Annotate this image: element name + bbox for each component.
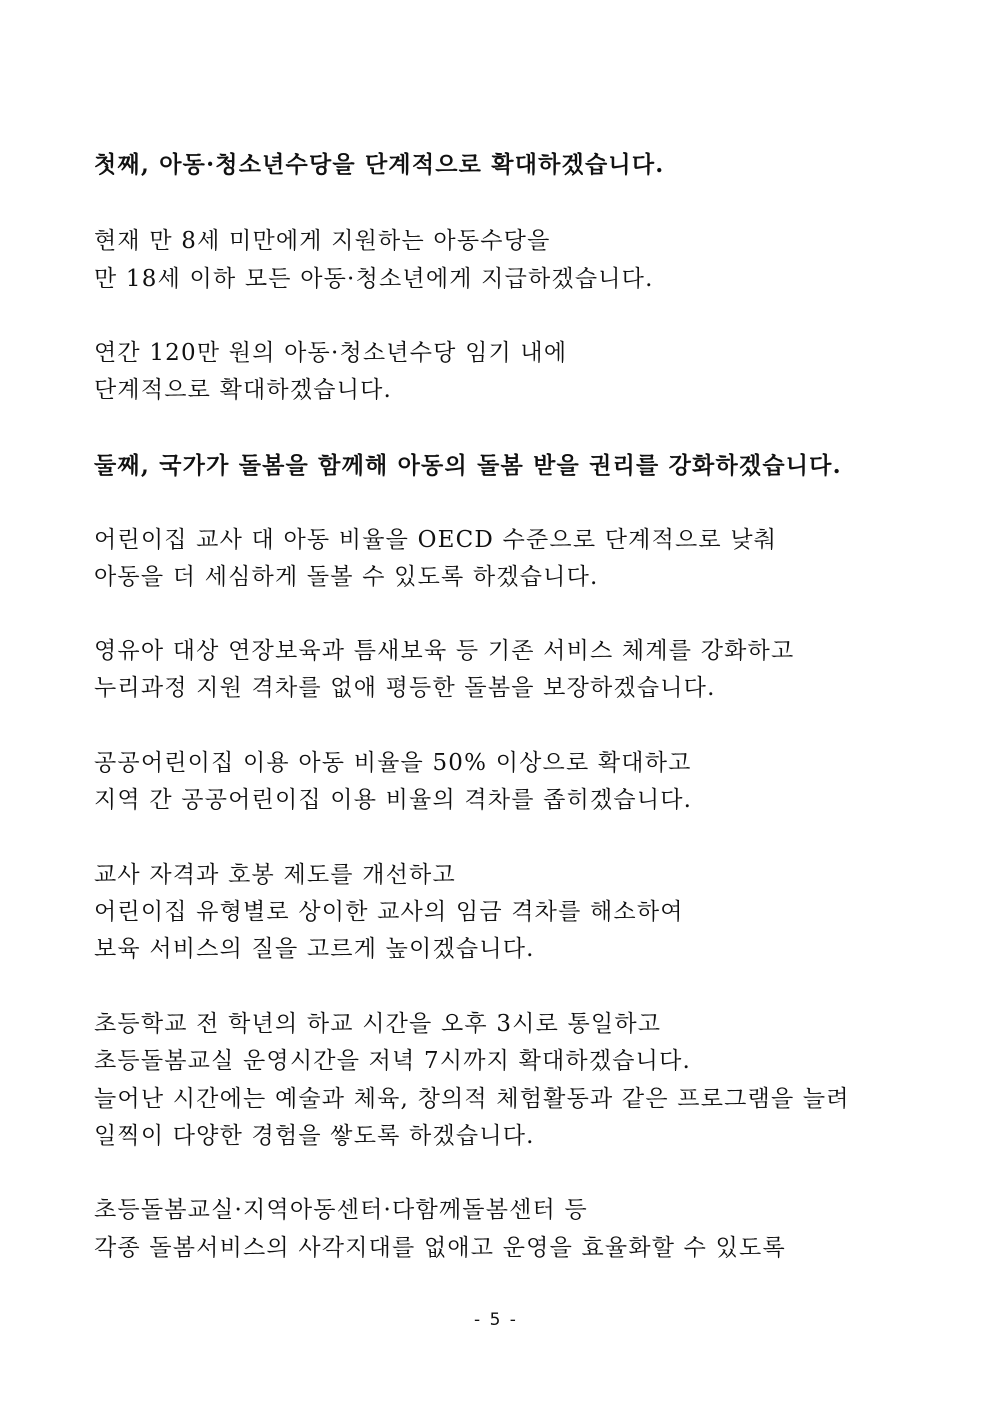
paragraph-line: 교사 자격과 호봉 제도를 개선하고 [94, 862, 456, 888]
paragraph-line: 어린이집 유형별로 상이한 교사의 임금 격차를 해소하여 [94, 899, 684, 925]
paragraph-line: 초등돌봄교실·지역아동센터·다함께돌봄센터 등 [94, 1197, 588, 1223]
section-heading: 둘째, 국가가 돌봄을 함께해 아동의 돌봄 받을 권리를 강화하겠습니다. [94, 452, 842, 479]
paragraph-line: 초등학교 전 학년의 하교 시간을 오후 3시로 통일하고 [94, 1011, 662, 1037]
page-number: - 5 - [474, 1310, 518, 1330]
paragraph-line: 일찍이 다양한 경험을 쌓도록 하겠습니다. [94, 1123, 535, 1149]
paragraph-line: 단계적으로 확대하겠습니다. [94, 377, 393, 403]
paragraph-line: 어린이집 교사 대 아동 비율을 OECD 수준으로 단계적으로 낮춰 [94, 527, 778, 553]
section-heading: 첫째, 아동·청소년수당을 단계적으로 확대하겠습니다. [94, 151, 665, 178]
paragraph-line: 초등돌봄교실 운영시간을 저녁 7시까지 확대하겠습니다. [94, 1048, 692, 1074]
paragraph-line: 보육 서비스의 질을 고르게 높이겠습니다. [94, 936, 535, 962]
paragraph-line: 늘어난 시간에는 예술과 체육, 창의적 체험활동과 같은 프로그램을 늘려 [94, 1086, 850, 1112]
paragraph-line: 현재 만 8세 미만에게 지원하는 아동수당을 [94, 228, 551, 254]
paragraph-line: 누리과정 지원 격차를 없애 평등한 돌봄을 보장하겠습니다. [94, 675, 716, 701]
paragraph-line: 각종 돌봄서비스의 사각지대를 없애고 운영을 효율화할 수 있도록 [94, 1235, 786, 1261]
paragraph-line: 아동을 더 세심하게 돌볼 수 있도록 하겠습니다. [94, 564, 599, 590]
paragraph-line: 지역 간 공공어린이집 이용 비율의 격차를 좁히겠습니다. [94, 787, 693, 813]
paragraph-line: 공공어린이집 이용 아동 비율을 50% 이상으로 확대하고 [94, 750, 692, 776]
paragraph-line: 만 18세 이하 모든 아동·청소년에게 지급하겠습니다. [94, 266, 654, 292]
paragraph-line: 영유아 대상 연장보육과 틈새보육 등 기존 서비스 체계를 강화하고 [94, 638, 795, 664]
paragraph-line: 연간 120만 원의 아동·청소년수당 임기 내에 [94, 340, 568, 366]
